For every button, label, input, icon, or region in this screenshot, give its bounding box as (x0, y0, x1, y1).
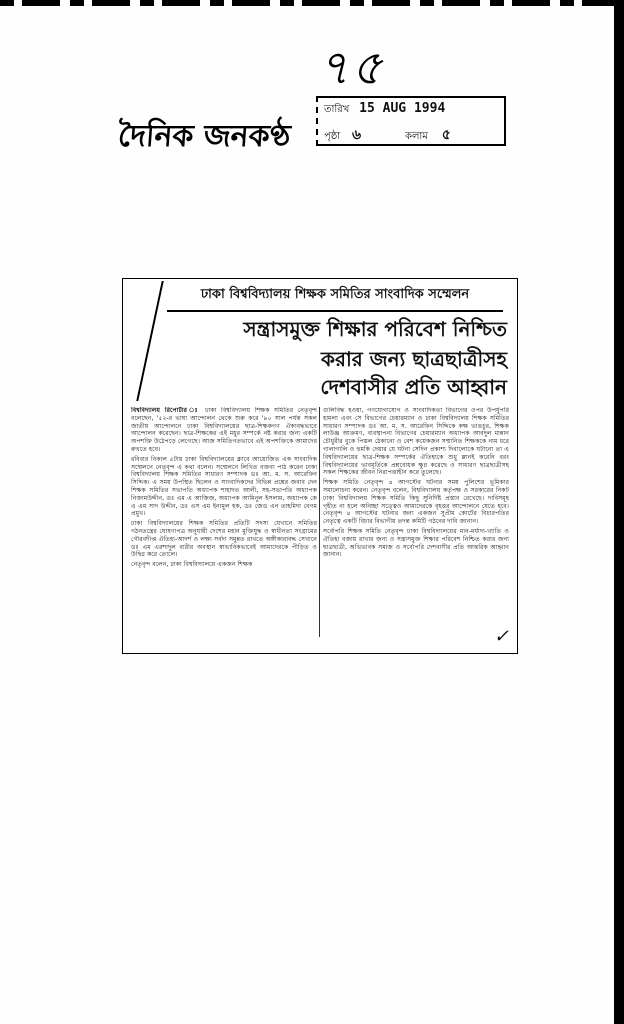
article-paragraph: শিক্ষক সমিতি নেতৃবৃন্দ ৪ আগস্টের ঘটনার সময় পুলিশের ভূমিকার সমালোচনা করেন। নেতৃবৃন্দ বলেন, বিশ্ববিদ্যালয় কর্তৃপক্ষ ও সরকারের নিকট ঢাকা বিশ্ববিদ্যালয় শিক্ষক সমিতি কিছু সুনির্দিষ্ট প্রস্তাব রেখেছে। দাবিসমূহ গৃহীত না হলে অনিচ্ছা সত্ত্বেও আমাদেরকে বৃহত্তর আন্দোলনে যেতে হবে। নেতৃবৃন্দ ৪ আগস্টের ঘটনার জন্য একজন সুপ্রীম কোর্টের বিচারপতির নেতৃত্বে একটি বিচার বিভাগীয় তদন্ত কমিটি গঠনের দাবি জানান। (323, 479, 509, 526)
handwritten-archive-number: ৭৫ (318, 40, 385, 96)
newspaper-name: দৈনিক জনকণ্ঠ (116, 119, 292, 154)
article-paragraph: নেতৃবৃন্দ বলেন, ঢাকা বিশ্ববিদ্যালয়ে একজন শিক্ষক (131, 561, 253, 569)
headline-line-3: দেশবাসীর প্রতি আহ্বান (320, 375, 507, 399)
article-left-column (131, 407, 317, 649)
article-paragraph: সর্বোপরি শিক্ষক সমিতি নেতৃবৃন্দ ঢাকা বিশ্ববিদ্যালয়ের মান-মর্যাদা-খ্যাতি ও ঐতিহ্য বজায় রাখার জন্য ও সন্ত্রাসমুক্ত শিক্ষার পরিবেশ নিশ্চিত করার জন্য ছাত্রছাত্রী, অভিভাবক সমাজ ও সর্বোপরি দেশবাসীর প্রতি আন্তরিক আহ্বান জানান। (323, 527, 509, 559)
headline-line-2: করার জন্য ছাত্রছাত্রীসহ (320, 347, 507, 371)
archivist-mark: ✓ (493, 626, 509, 647)
article-paragraph: ঢাকা বিশ্ববিদ্যালয়ের শিক্ষক সমিতির প্রতিটি সদস্য যেখানে সমিতির গঠনতন্ত্রের ঘোষণাপত্র অনুযায়ী দেশের মহান মুক্তিযুদ্ধ ও স্বাধীনতা সংগ্রামের গৌরবদীপ্ত ঐতিহ্য-আদর্শ ও লক্ষ্য সর্বদা সমুন্নত রাখতে অঙ্গীকারাবদ্ধ সেখানে ডঃ এম এরশাদুল বারীর অবস্থান স্বাভাবিকভাবেই আমাদেরকে পীড়িত ও উদ্বিগ্ন করে তোলে। (131, 520, 317, 559)
byline: বিশ্ববিদ্যালয় রিপোর্টার ঃ (131, 407, 201, 414)
column-divider (319, 407, 320, 637)
stamp-page-value: ৬ (352, 127, 362, 143)
page-top-edge (0, 0, 624, 6)
stamp-date-value: 15 AUG 1994 (359, 101, 446, 116)
stamp-column-label: কলাম (404, 131, 428, 142)
article-right-column (323, 407, 509, 629)
stamp-page-label: পৃষ্ঠা (324, 131, 341, 142)
newspaper-clipping (122, 278, 518, 654)
clipping-corner-line (116, 281, 164, 401)
date-stamp (316, 96, 506, 146)
stamp-date-label: তারিখ (324, 104, 350, 115)
article-paragraph: গুলিবিদ্ধ হওয়া, গণযোগাযোগ ও সাংবাদিকতা বিভাগের ওপর উপর্যুপরি হামলা এবং সে বিভাগের চেয়ারম্যান ও ঢাকা বিশ্ববিদ্যালয় শিক্ষক সমিতির সাধারণ সম্পাদক ডঃ আ. ম. স. আরেফিন সিদ্দিকে কক্ষ ভাঙচুর, শিক্ষক লাউঞ্জ আক্রমণ, ব্যবস্থাপনা বিভাগের চেয়ারম্যান অধ্যাপক আবদুল মান্নান চৌধুরীর বুকে পিস্তল ঠেকানো ও বেশ কয়েকজন সম্মানিত শিক্ষককে নাম ধরে গালাগালি ও হুমকি দেয়ার যে ঘটনা সেদিন প্রকাশ্য দিবালোকে ঘটানো তা এ বিশ্ববিদ্যালয়ের ছাত্র-শিক্ষক সম্পর্কের ঐতিহ্যকে শুধু ম্লানই করেনি বরং বিশ্ববিদ্যালয়ের ভাবমূর্তিকে প্রশ্নবোধক ক্ষুণ্ণ করেছে ও সাধারণ ছাত্রছাত্রীসহ সকল শিক্ষকের জীবন নিরাপত্তাহীন করে তুলেছে। (323, 407, 509, 477)
article-paragraph (131, 407, 317, 454)
clipping-header: ঢাকা বিশ্ববিদ্যালয় শিক্ষক সমিতির সাংবাদিক সম্মেলন (167, 285, 503, 312)
headline-line-1: সন্ত্রাসমুক্ত শিক্ষার পরিবেশ নিশ্চিত (243, 317, 507, 341)
stamp-column-value: ৫ (441, 127, 451, 143)
article-paragraph: রবিবার বিকাল ৫টায় ঢাকা বিশ্ববিদ্যালয়ের ক্লাবে আয়োজিত এক সাংবাদিক সম্মেলনে নেতৃবৃন্দ এ কথা বলেন। সম্মেলনে লিখিত বক্তব্য পাঠ করেন ঢাকা বিশ্ববিদ্যালয় শিক্ষক সমিতির সাধারণ সম্পাদক ডঃ আ. ম. স. আরেফিন সিদ্দিক। এ সময় উপস্থিত ছিলেন ও সাংবাদিকদের বিভিন্ন প্রশ্নের জবাব দেন শিক্ষক সমিতির সভাপতি অধ্যাপক শাহাদত আলী, সহ-সভাপতি অধ্যাপক নিজামউদ্দীন, ডঃ এম এ আজিজ, অধ্যাপক আমিনুল ইসলাম, অধ্যাপক কে এ এম সাদ উদ্দীন, ডঃ এস এম ইনামুল হক, ডঃ জেড এন তাহমিদা বেগম প্রমুখ। (131, 455, 317, 518)
stamp-page-row (324, 123, 451, 147)
page-right-edge (614, 0, 624, 1024)
stamp-date-row (324, 101, 445, 119)
paragraph-text: ঢাকা বিশ্ববিদ্যালয় শিক্ষক সমিতির নেতৃবৃন্দ বলেছেন, '৫২-র ভাষা আন্দোলন থেকে শুরু করে '৯০ সাল পর্যন্ত সকল জাতীয় আন্দোলনে ঢাকা বিশ্ববিদ্যালয়ের ছাত্র-শিক্ষকগণ ঐক্যবদ্ধভাবে আন্দোলন করেছেন। ছাত্র-শিক্ষকের এই মধুর সম্পর্কে নষ্ট করার জন্য একটি অপশক্তি উঠেপড়ে লেগেছে। আজ সমিতিগতভাবে এই অপশক্তিকে আমাদের রুখতে হবে। (131, 407, 317, 453)
